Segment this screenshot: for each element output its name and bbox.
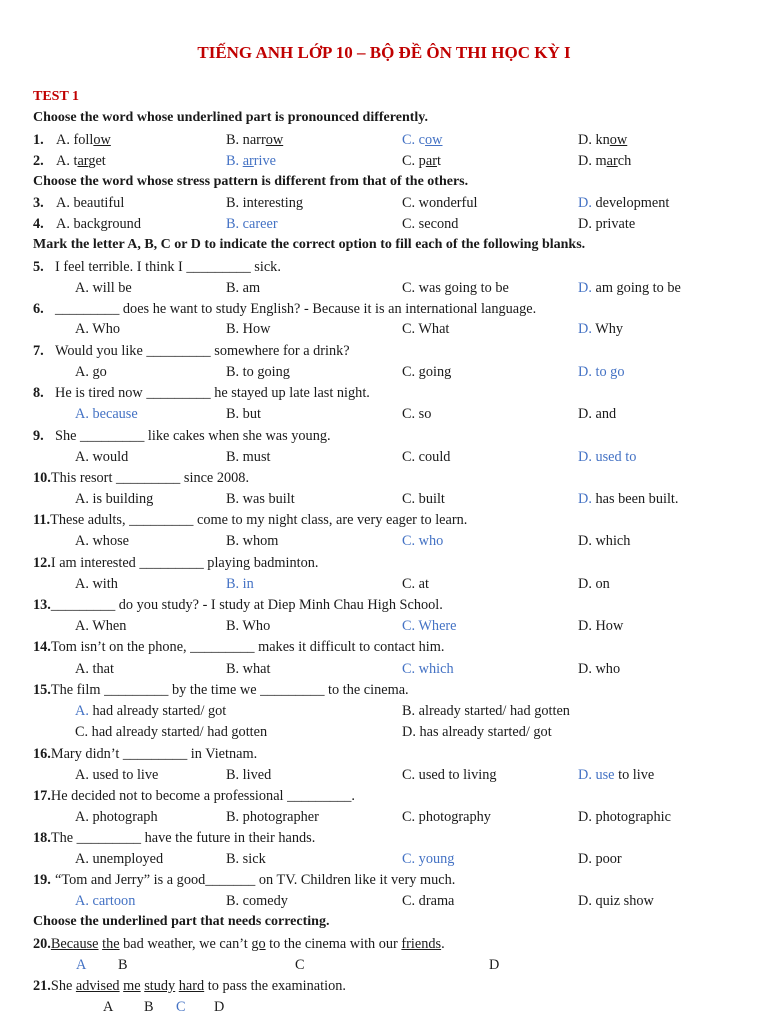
option-b[interactable]: B. am [226, 280, 261, 296]
option-b[interactable]: B. How [226, 321, 271, 337]
question-21: 21.She advised me study hard to pass the examination. [33, 978, 346, 994]
option-b[interactable]: B. photographer [226, 809, 319, 825]
underlined-part-b[interactable]: the [102, 936, 120, 952]
option-c[interactable]: C. What [402, 321, 450, 337]
option-a[interactable]: A. background [56, 216, 141, 232]
option-c-answer[interactable]: C. cow [402, 132, 443, 148]
option-d[interactable]: D. has already started/ got [402, 724, 552, 740]
letter-c-answer[interactable]: C [176, 999, 186, 1015]
option-a[interactable]: A. would [75, 449, 129, 465]
option-d[interactable]: D. which [578, 533, 631, 549]
option-b[interactable]: B. sick [226, 851, 266, 867]
instruction-stress: Choose the word whose stress pattern is different from that of the others. [33, 174, 469, 189]
option-a[interactable]: A. When [75, 618, 127, 634]
question-16 [33, 746, 257, 763]
option-a[interactable]: A. unemployed [75, 851, 164, 867]
option-c[interactable]: C. second [402, 216, 459, 232]
letter-b[interactable]: B [144, 999, 154, 1015]
option-b[interactable]: B. to going [226, 364, 290, 380]
question-number: 1. [33, 132, 44, 148]
question-10 [33, 470, 249, 487]
option-c[interactable]: C. going [402, 364, 452, 380]
option-c-answer[interactable]: C. who [402, 533, 444, 549]
option-a[interactable]: A. used to live [75, 767, 159, 783]
question-number: 16. [33, 746, 51, 762]
question-stem: The _________ have the future in their hands. [50, 830, 316, 846]
question-stem: He decided not to become a professional _________. [50, 788, 355, 804]
instruction-correct: Choose the underlined part that needs correcting. [33, 914, 330, 929]
option-a-answer[interactable]: A. because [75, 406, 138, 422]
instruction-fill: Mark the letter A, B, C or D to indicate the correct option to fill each of the following blanks. [33, 237, 586, 252]
page-title: TIẾNG ANH LỚP 10 – BỘ ĐỀ ÔN THI HỌC KỲ I [197, 43, 571, 62]
option-a[interactable]: A. will be [75, 280, 132, 296]
option-c[interactable]: C. had already started/ had gotten [75, 724, 268, 740]
option-b[interactable]: B. must [226, 449, 271, 465]
letter-b[interactable]: B [118, 957, 128, 973]
option-a[interactable]: A. Who [75, 321, 121, 337]
question-12 [33, 555, 319, 572]
question-9 [33, 428, 331, 445]
underlined-part-d[interactable]: friends [401, 936, 442, 952]
question-2 [33, 153, 44, 170]
option-d[interactable]: D. private [578, 216, 636, 232]
question-20: 20.Because the bad weather, we can’t go to the cinema with our friends. [33, 936, 445, 952]
underlined-part-a[interactable]: advised [75, 978, 120, 994]
question-13 [33, 597, 443, 614]
underlined-part-d[interactable]: hard [178, 978, 205, 994]
underlined-part-c[interactable]: study [144, 978, 176, 994]
option-c[interactable]: C. part [402, 153, 441, 169]
question-stem: I am interested _________ playing badminton. [50, 555, 319, 571]
question-number: 20. [33, 936, 51, 952]
option-b[interactable]: B. already started/ had gotten [402, 703, 570, 719]
option-b[interactable]: B. what [226, 661, 271, 677]
option-a[interactable]: A. whose [75, 533, 130, 549]
option-a[interactable]: A. with [75, 576, 118, 592]
question-19 [33, 872, 455, 889]
underlined-part-a[interactable]: Because [50, 936, 99, 952]
option-a[interactable]: A. follow [56, 132, 111, 148]
question-stem: These adults, _________ come to my night class, are very eager to learn. [50, 512, 468, 528]
option-d[interactable]: D. march [578, 153, 632, 169]
option-b[interactable]: B. was built [226, 491, 295, 507]
question-11 [33, 512, 467, 529]
option-d[interactable]: D. and [578, 406, 617, 422]
question-stem: Tom isn’t on the phone, _________ makes it difficult to contact him. [50, 639, 445, 655]
question-number: 8. [33, 385, 44, 401]
option-c[interactable]: C. built [402, 491, 445, 507]
question-stem: This resort _________ since 2008. [50, 470, 250, 486]
question-stem: Mary didn’t _________ in Vietnam. [50, 746, 258, 762]
question-stem: _________ does he want to study English? - Because it is an international language. [55, 301, 537, 317]
question-stem: Would you like _________ somewhere for a drink? [55, 343, 350, 359]
option-b[interactable]: B. Who [226, 618, 271, 634]
question-15 [33, 682, 409, 699]
option-d-answer[interactable]: D. use to live [578, 767, 655, 783]
option-c-answer[interactable]: C. which [402, 661, 454, 677]
option-b-answer[interactable]: B. in [226, 576, 254, 592]
question-number: 6. [33, 301, 44, 317]
option-d[interactable]: D. photographic [578, 809, 671, 825]
option-d[interactable]: D. who [578, 661, 621, 677]
question-number: 18. [33, 830, 51, 846]
option-c-answer[interactable]: C. young [402, 851, 455, 867]
question-number: 2. [33, 153, 44, 169]
option-a[interactable]: A. that [75, 661, 114, 677]
underlined-part-b[interactable]: me [123, 978, 141, 994]
option-a-answer[interactable]: A. cartoon [75, 893, 136, 909]
option-d-answer[interactable]: D. used to [578, 449, 637, 465]
option-b[interactable]: B. comedy [226, 893, 288, 909]
question-number: 7. [33, 343, 44, 359]
option-b[interactable]: B. lived [226, 767, 272, 783]
question-number: 3. [33, 195, 44, 211]
question-number: 17. [33, 788, 51, 804]
option-a[interactable]: A. go [75, 364, 107, 380]
test-label: TEST 1 [33, 89, 80, 104]
question-6 [33, 301, 536, 318]
question-stem: The film _________ by the time we _________ to the cinema. [50, 682, 409, 698]
option-c[interactable]: C. wonderful [402, 195, 478, 211]
option-d[interactable]: D. know [578, 132, 628, 148]
question-14 [33, 639, 444, 656]
question-5 [33, 259, 281, 276]
question-number: 11. [33, 512, 51, 528]
option-b[interactable]: B. but [226, 406, 261, 422]
question-3 [33, 195, 44, 212]
question-number: 12. [33, 555, 51, 571]
question-stem: I feel terrible. I think I _________ sick. [55, 259, 281, 275]
option-a[interactable]: A. photograph [75, 809, 158, 825]
option-c-answer[interactable]: C. Where [402, 618, 457, 634]
option-d-answer[interactable]: D. am going to be [578, 280, 681, 296]
option-b[interactable]: B. whom [226, 533, 279, 549]
option-b[interactable]: B. narrow [226, 132, 284, 148]
question-number: 9. [33, 428, 44, 444]
question-stem: She _________ like cakes when she was young. [55, 428, 331, 444]
option-c[interactable]: C. was going to be [402, 280, 509, 296]
option-c[interactable]: C. photography [402, 809, 491, 825]
question-number: 10. [33, 470, 51, 486]
question-number: 19. [33, 872, 51, 888]
option-c[interactable]: C. at [402, 576, 430, 592]
option-d[interactable]: D. How [578, 618, 624, 634]
question-stem: He is tired now _________ he stayed up late last night. [55, 385, 370, 401]
option-b-answer[interactable]: B. arrive [226, 153, 277, 169]
option-c[interactable]: C. used to living [402, 767, 497, 783]
option-d-answer[interactable]: D. has been built. [578, 491, 679, 507]
option-c[interactable]: C. so [402, 406, 432, 422]
letter-c[interactable]: C [295, 957, 305, 973]
option-c[interactable]: C. could [402, 449, 451, 465]
option-d-answer[interactable]: D. development [578, 195, 670, 211]
option-b-answer[interactable]: B. career [226, 216, 278, 232]
question-18 [33, 830, 315, 847]
option-d[interactable]: D. on [578, 576, 610, 592]
question-number: 14. [33, 639, 51, 655]
question-7 [33, 343, 350, 360]
question-17 [33, 788, 355, 805]
question-number: 5. [33, 259, 44, 275]
underlined-part-c[interactable]: go [251, 936, 266, 952]
question-number: 15. [33, 682, 51, 698]
option-a[interactable]: A. target [56, 153, 106, 169]
question-8 [33, 385, 370, 402]
option-d[interactable]: D. poor [578, 851, 622, 867]
letter-a[interactable]: A [103, 999, 114, 1015]
option-a-answer[interactable]: A. had already started/ got [75, 703, 227, 719]
option-c[interactable]: C. drama [402, 893, 455, 909]
letter-d[interactable]: D [489, 957, 500, 973]
question-stem: “Tom and Jerry” is a good_______ on TV. Children like it very much. [55, 872, 456, 888]
question-1 [33, 132, 55, 149]
question-stem: _________ do you study? - I study at Diep Minh Chau High School. [50, 597, 443, 613]
question-4 [33, 216, 44, 233]
option-d[interactable]: D. quiz show [578, 893, 654, 909]
option-d-answer[interactable]: D. Why [578, 321, 624, 337]
letter-a-answer[interactable]: A [76, 957, 87, 973]
option-a[interactable]: A. beautiful [56, 195, 125, 211]
question-number: 4. [33, 216, 44, 232]
question-number: 21. [33, 978, 51, 994]
option-b[interactable]: B. interesting [226, 195, 304, 211]
option-d-answer[interactable]: D. to go [578, 364, 625, 380]
option-a[interactable]: A. is building [75, 491, 154, 507]
instruction-pronunciation: Choose the word whose underlined part is pronounced differently. [33, 110, 429, 125]
question-number: 13. [33, 597, 51, 613]
letter-d[interactable]: D [214, 999, 225, 1015]
